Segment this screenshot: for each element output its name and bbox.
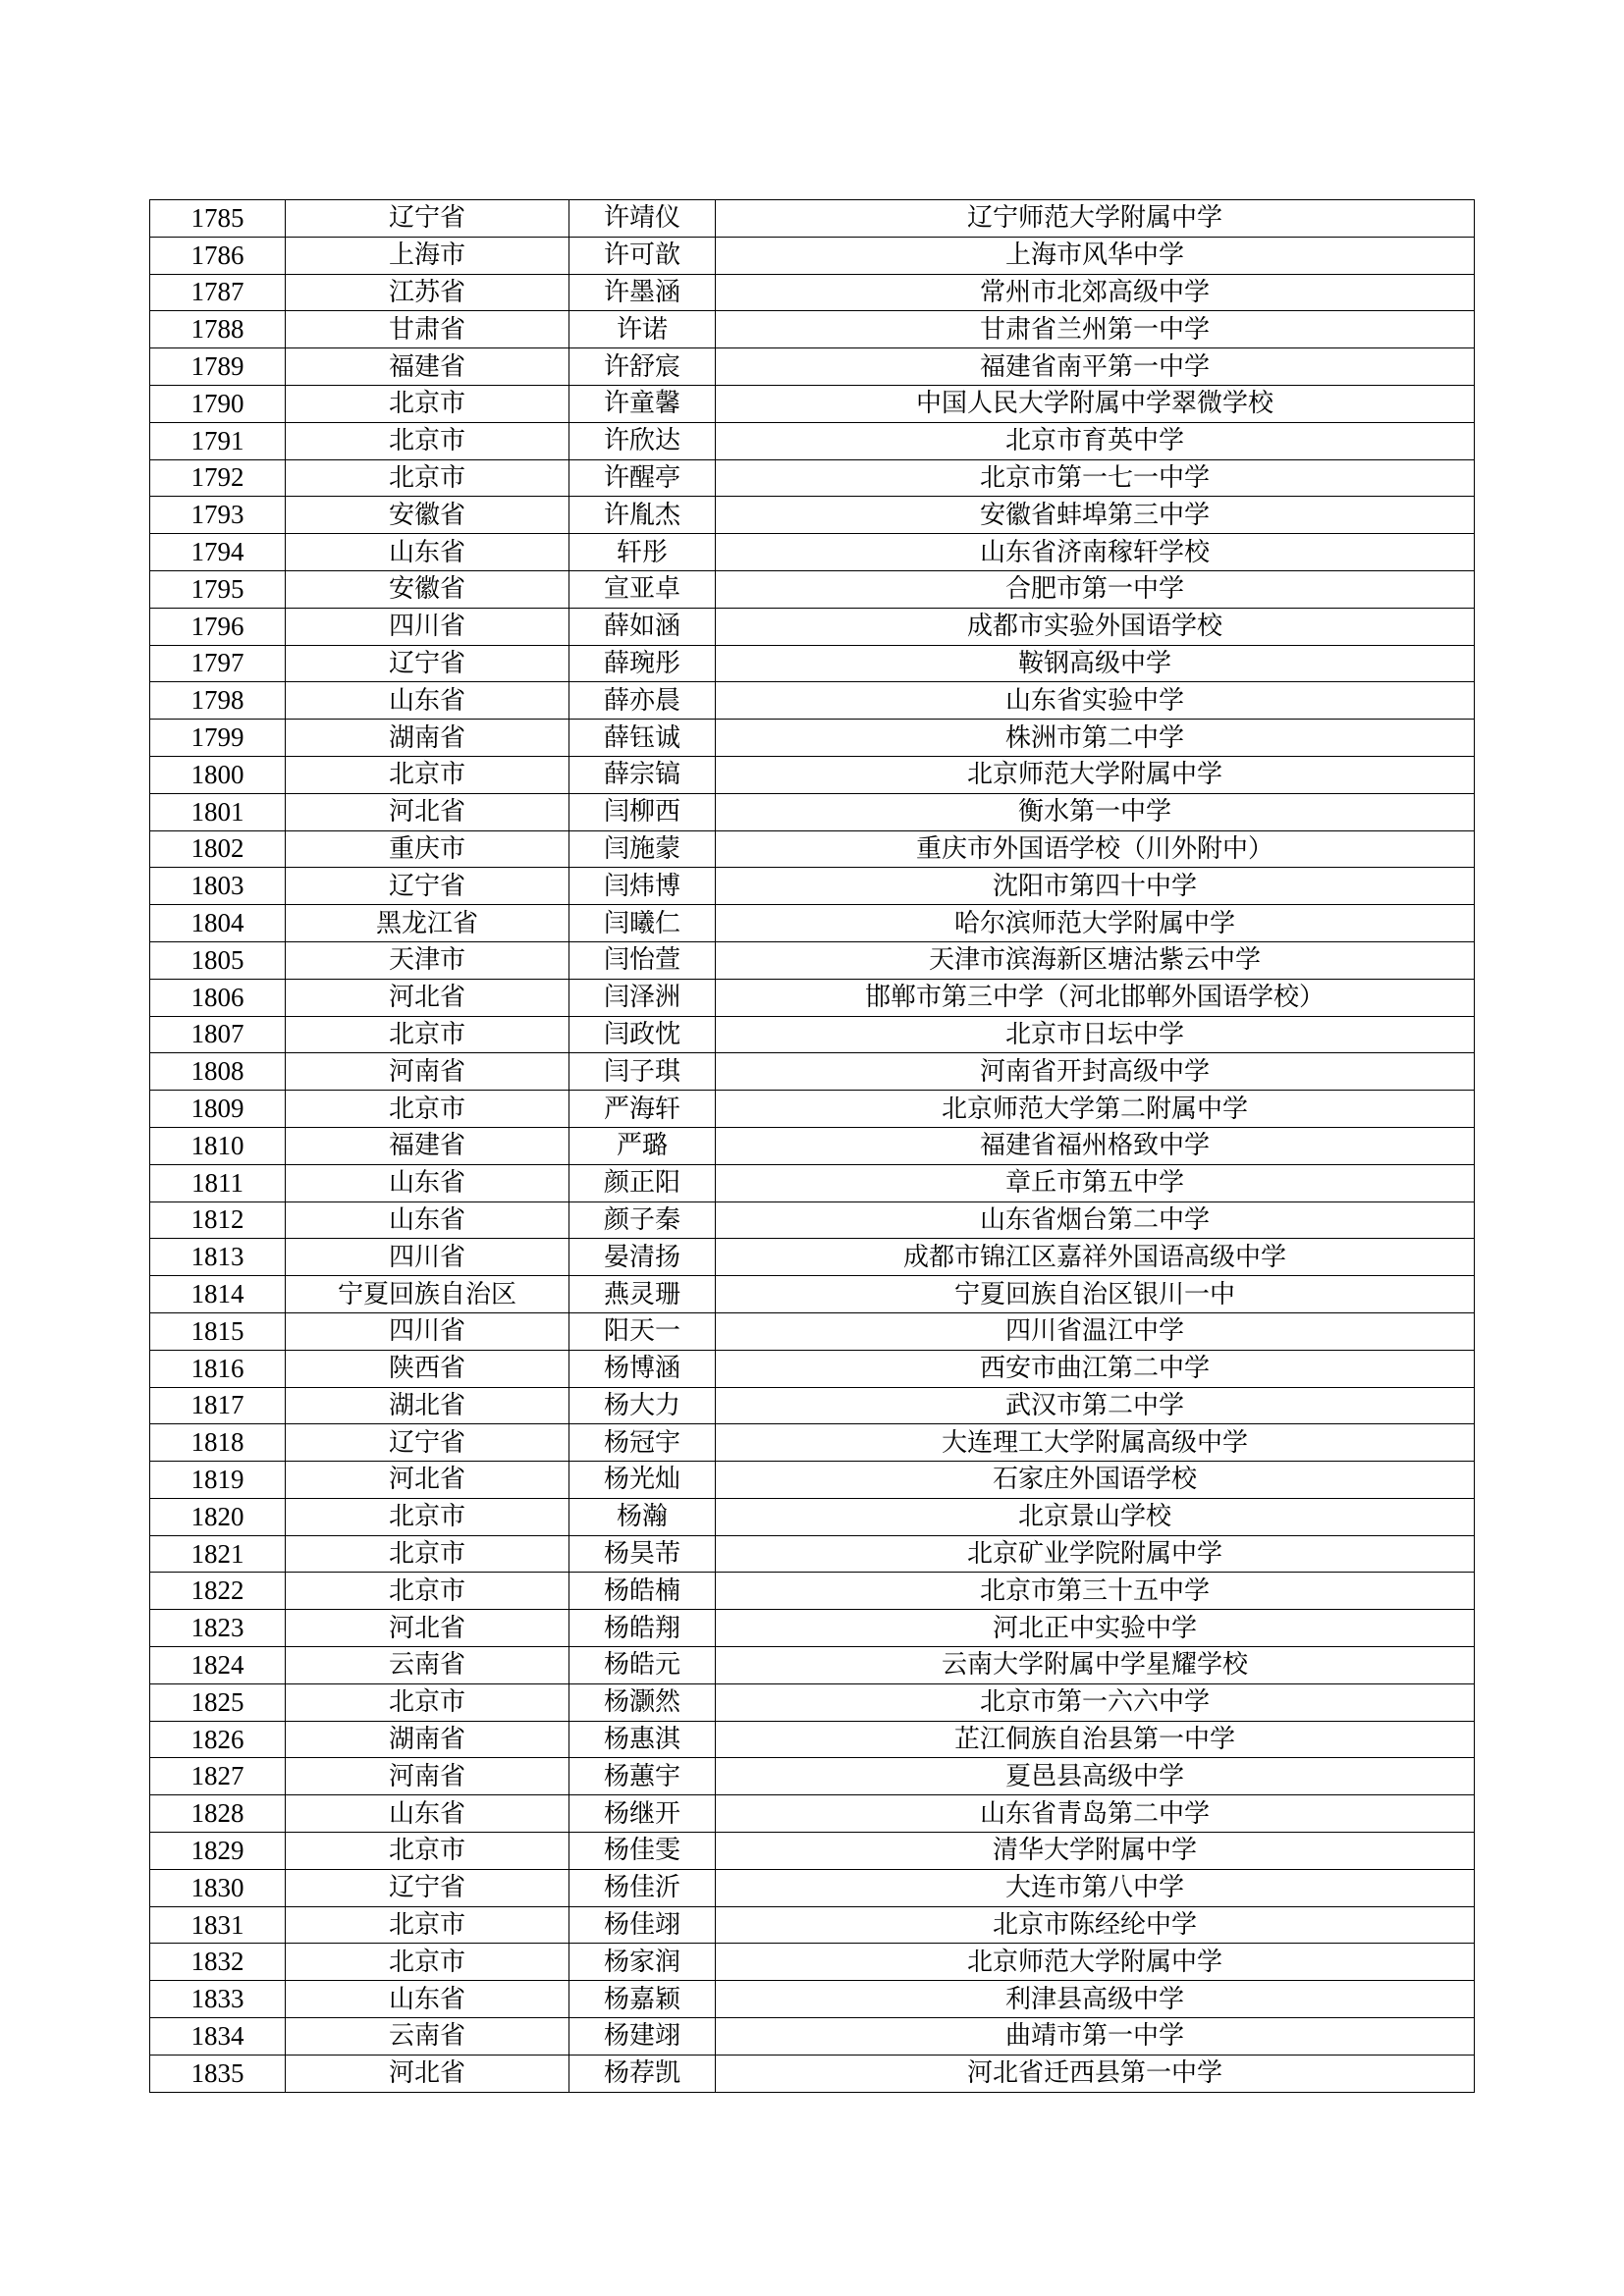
student-name-cell: 杨佳翊 — [569, 1906, 716, 1944]
school-name-cell: 北京市日坛中学 — [716, 1016, 1475, 1053]
province-cell: 安徽省 — [286, 570, 569, 608]
school-name-cell: 鞍钢高级中学 — [716, 645, 1475, 682]
province-cell: 河南省 — [286, 1053, 569, 1091]
student-name-cell: 杨惠淇 — [569, 1721, 716, 1758]
student-name-cell: 杨大力 — [569, 1387, 716, 1424]
school-name-cell: 石家庄外国语学校 — [716, 1462, 1475, 1499]
row-number: 1827 — [150, 1758, 286, 1795]
row-number: 1828 — [150, 1795, 286, 1833]
table-row — [150, 830, 1475, 868]
province-cell: 辽宁省 — [286, 200, 569, 238]
province-cell: 辽宁省 — [286, 645, 569, 682]
student-name-cell: 杨继开 — [569, 1795, 716, 1833]
row-number: 1802 — [150, 830, 286, 868]
table-row — [150, 1833, 1475, 1870]
row-number: 1815 — [150, 1312, 286, 1350]
student-name-cell: 晏清扬 — [569, 1239, 716, 1276]
student-name-cell: 闫炜博 — [569, 868, 716, 905]
roster-table — [149, 199, 1475, 2093]
student-name-cell: 闫柳西 — [569, 793, 716, 830]
school-name-cell: 山东省烟台第二中学 — [716, 1201, 1475, 1239]
school-name-cell: 北京市第三十五中学 — [716, 1573, 1475, 1610]
table-row — [150, 1683, 1475, 1721]
table-row — [150, 1721, 1475, 1758]
table-row — [150, 237, 1475, 274]
province-cell: 辽宁省 — [286, 1869, 569, 1906]
school-name-cell: 福建省福州格致中学 — [716, 1127, 1475, 1164]
province-cell: 山东省 — [286, 1201, 569, 1239]
row-number: 1789 — [150, 348, 286, 386]
student-name-cell: 杨皓楠 — [569, 1573, 716, 1610]
province-cell: 河北省 — [286, 1610, 569, 1647]
school-name-cell: 株洲市第二中学 — [716, 720, 1475, 757]
student-name-cell: 杨家润 — [569, 1944, 716, 1981]
school-name-cell: 北京市陈经纶中学 — [716, 1906, 1475, 1944]
province-cell: 北京市 — [286, 459, 569, 497]
row-number: 1788 — [150, 311, 286, 348]
table-row — [150, 756, 1475, 793]
school-name-cell: 衡水第一中学 — [716, 793, 1475, 830]
row-number: 1791 — [150, 422, 286, 459]
student-name-cell: 杨皓翔 — [569, 1610, 716, 1647]
table-row — [150, 2018, 1475, 2056]
table-row — [150, 905, 1475, 942]
province-cell: 黑龙江省 — [286, 905, 569, 942]
table-row — [150, 1498, 1475, 1535]
row-number: 1798 — [150, 682, 286, 720]
row-number: 1833 — [150, 1981, 286, 2018]
student-name-cell: 薛宗镐 — [569, 756, 716, 793]
row-number: 1808 — [150, 1053, 286, 1091]
row-number: 1787 — [150, 274, 286, 311]
province-cell: 北京市 — [286, 1906, 569, 1944]
province-cell: 山东省 — [286, 1164, 569, 1201]
row-number: 1810 — [150, 1127, 286, 1164]
table-row — [150, 459, 1475, 497]
table-row — [150, 1164, 1475, 1201]
table-row — [150, 979, 1475, 1016]
school-name-cell: 沈阳市第四十中学 — [716, 868, 1475, 905]
student-name-cell: 许醒亭 — [569, 459, 716, 497]
row-number: 1832 — [150, 1944, 286, 1981]
student-name-cell: 闫政忱 — [569, 1016, 716, 1053]
student-name-cell: 杨昊芾 — [569, 1535, 716, 1573]
school-name-cell: 夏邑县高级中学 — [716, 1758, 1475, 1795]
province-cell: 上海市 — [286, 237, 569, 274]
province-cell: 安徽省 — [286, 497, 569, 534]
row-number: 1819 — [150, 1462, 286, 1499]
school-name-cell: 北京师范大学第二附属中学 — [716, 1091, 1475, 1128]
student-name-cell: 许墨涵 — [569, 274, 716, 311]
student-name-cell: 许欣达 — [569, 422, 716, 459]
student-name-cell: 闫子琪 — [569, 1053, 716, 1091]
row-number: 1816 — [150, 1350, 286, 1387]
province-cell: 辽宁省 — [286, 868, 569, 905]
school-name-cell: 邯郸市第三中学（河北邯郸外国语学校） — [716, 979, 1475, 1016]
table-row — [150, 868, 1475, 905]
row-number: 1811 — [150, 1164, 286, 1201]
province-cell: 湖南省 — [286, 720, 569, 757]
student-name-cell: 杨皓元 — [569, 1647, 716, 1684]
row-number: 1834 — [150, 2018, 286, 2056]
student-name-cell: 严璐 — [569, 1127, 716, 1164]
row-number: 1813 — [150, 1239, 286, 1276]
school-name-cell: 大连市第八中学 — [716, 1869, 1475, 1906]
row-number: 1817 — [150, 1387, 286, 1424]
school-name-cell: 辽宁师范大学附属中学 — [716, 200, 1475, 238]
province-cell: 四川省 — [286, 1312, 569, 1350]
row-number: 1803 — [150, 868, 286, 905]
table-row — [150, 941, 1475, 979]
table-row — [150, 608, 1475, 645]
table-row — [150, 2055, 1475, 2092]
table-row — [150, 311, 1475, 348]
table-row — [150, 1053, 1475, 1091]
province-cell: 北京市 — [286, 1944, 569, 1981]
row-number: 1822 — [150, 1573, 286, 1610]
row-number: 1821 — [150, 1535, 286, 1573]
school-name-cell: 宁夏回族自治区银川一中 — [716, 1276, 1475, 1313]
row-number: 1796 — [150, 608, 286, 645]
school-name-cell: 山东省青岛第二中学 — [716, 1795, 1475, 1833]
school-name-cell: 成都市锦江区嘉祥外国语高级中学 — [716, 1239, 1475, 1276]
student-name-cell: 许诺 — [569, 311, 716, 348]
student-name-cell: 许靖仪 — [569, 200, 716, 238]
province-cell: 四川省 — [286, 1239, 569, 1276]
row-number: 1820 — [150, 1498, 286, 1535]
student-name-cell: 轩彤 — [569, 534, 716, 571]
table-row — [150, 1981, 1475, 2018]
table-row — [150, 1869, 1475, 1906]
school-name-cell: 河北省迁西县第一中学 — [716, 2055, 1475, 2092]
school-name-cell: 云南大学附属中学星耀学校 — [716, 1647, 1475, 1684]
school-name-cell: 上海市风华中学 — [716, 237, 1475, 274]
student-name-cell: 许胤杰 — [569, 497, 716, 534]
school-name-cell: 成都市实验外国语学校 — [716, 608, 1475, 645]
province-cell: 福建省 — [286, 1127, 569, 1164]
student-name-cell: 许童馨 — [569, 385, 716, 422]
province-cell: 北京市 — [286, 1833, 569, 1870]
school-name-cell: 四川省温江中学 — [716, 1312, 1475, 1350]
province-cell: 北京市 — [286, 1016, 569, 1053]
school-name-cell: 章丘市第五中学 — [716, 1164, 1475, 1201]
student-name-cell: 杨佳雯 — [569, 1833, 716, 1870]
table-row — [150, 570, 1475, 608]
student-name-cell: 宣亚卓 — [569, 570, 716, 608]
table-row — [150, 1091, 1475, 1128]
province-cell: 山东省 — [286, 1981, 569, 2018]
row-number: 1825 — [150, 1683, 286, 1721]
school-name-cell: 芷江侗族自治县第一中学 — [716, 1721, 1475, 1758]
school-name-cell: 甘肃省兰州第一中学 — [716, 311, 1475, 348]
province-cell: 云南省 — [286, 1647, 569, 1684]
row-number: 1786 — [150, 237, 286, 274]
table-row — [150, 720, 1475, 757]
school-name-cell: 北京市育英中学 — [716, 422, 1475, 459]
student-name-cell: 闫曦仁 — [569, 905, 716, 942]
school-name-cell: 曲靖市第一中学 — [716, 2018, 1475, 2056]
row-number: 1807 — [150, 1016, 286, 1053]
student-name-cell: 杨博涵 — [569, 1350, 716, 1387]
table-row — [150, 274, 1475, 311]
student-name-cell: 杨佳沂 — [569, 1869, 716, 1906]
province-cell: 山东省 — [286, 534, 569, 571]
row-number: 1831 — [150, 1906, 286, 1944]
table-row — [150, 1312, 1475, 1350]
province-cell: 北京市 — [286, 422, 569, 459]
row-number: 1824 — [150, 1647, 286, 1684]
row-number: 1785 — [150, 200, 286, 238]
row-number: 1823 — [150, 1610, 286, 1647]
school-name-cell: 北京景山学校 — [716, 1498, 1475, 1535]
table-row — [150, 200, 1475, 238]
school-name-cell: 山东省实验中学 — [716, 682, 1475, 720]
table-row — [150, 682, 1475, 720]
school-name-cell: 清华大学附属中学 — [716, 1833, 1475, 1870]
row-number: 1826 — [150, 1721, 286, 1758]
student-name-cell: 杨瀚 — [569, 1498, 716, 1535]
row-number: 1797 — [150, 645, 286, 682]
student-name-cell: 杨建翊 — [569, 2018, 716, 2056]
table-row — [150, 534, 1475, 571]
table-row — [150, 1239, 1475, 1276]
province-cell: 北京市 — [286, 1573, 569, 1610]
row-number: 1800 — [150, 756, 286, 793]
row-number: 1792 — [150, 459, 286, 497]
school-name-cell: 福建省南平第一中学 — [716, 348, 1475, 386]
table-row — [150, 385, 1475, 422]
province-cell: 山东省 — [286, 682, 569, 720]
table-row — [150, 1610, 1475, 1647]
table-row — [150, 1906, 1475, 1944]
province-cell: 甘肃省 — [286, 311, 569, 348]
province-cell: 湖北省 — [286, 1387, 569, 1424]
row-number: 1795 — [150, 570, 286, 608]
student-name-cell: 杨荐凯 — [569, 2055, 716, 2092]
province-cell: 河北省 — [286, 1462, 569, 1499]
province-cell: 北京市 — [286, 385, 569, 422]
table-row — [150, 793, 1475, 830]
table-row — [150, 1795, 1475, 1833]
row-number: 1793 — [150, 497, 286, 534]
row-number: 1812 — [150, 1201, 286, 1239]
school-name-cell: 大连理工大学附属高级中学 — [716, 1424, 1475, 1462]
school-name-cell: 北京师范大学附属中学 — [716, 1944, 1475, 1981]
table-row — [150, 1201, 1475, 1239]
province-cell: 辽宁省 — [286, 1424, 569, 1462]
student-name-cell: 杨灏然 — [569, 1683, 716, 1721]
province-cell: 河北省 — [286, 2055, 569, 2092]
province-cell: 河北省 — [286, 793, 569, 830]
table-row — [150, 1573, 1475, 1610]
row-number: 1809 — [150, 1091, 286, 1128]
roster-body — [150, 200, 1475, 2093]
row-number: 1818 — [150, 1424, 286, 1462]
province-cell: 北京市 — [286, 756, 569, 793]
school-name-cell: 重庆市外国语学校（川外附中） — [716, 830, 1475, 868]
school-name-cell: 常州市北郊高级中学 — [716, 274, 1475, 311]
school-name-cell: 北京师范大学附属中学 — [716, 756, 1475, 793]
table-row — [150, 1016, 1475, 1053]
student-name-cell: 薛亦晨 — [569, 682, 716, 720]
school-name-cell: 武汉市第二中学 — [716, 1387, 1475, 1424]
row-number: 1799 — [150, 720, 286, 757]
student-name-cell: 许舒宸 — [569, 348, 716, 386]
student-name-cell: 杨蕙宇 — [569, 1758, 716, 1795]
school-name-cell: 北京矿业学院附属中学 — [716, 1535, 1475, 1573]
province-cell: 云南省 — [286, 2018, 569, 2056]
province-cell: 陕西省 — [286, 1350, 569, 1387]
school-name-cell: 北京市第一七一中学 — [716, 459, 1475, 497]
table-row — [150, 497, 1475, 534]
row-number: 1794 — [150, 534, 286, 571]
table-row — [150, 1127, 1475, 1164]
row-number: 1814 — [150, 1276, 286, 1313]
school-name-cell: 中国人民大学附属中学翠微学校 — [716, 385, 1475, 422]
school-name-cell: 山东省济南稼轩学校 — [716, 534, 1475, 571]
row-number: 1830 — [150, 1869, 286, 1906]
student-name-cell: 颜子秦 — [569, 1201, 716, 1239]
student-name-cell: 薛钰诚 — [569, 720, 716, 757]
province-cell: 北京市 — [286, 1683, 569, 1721]
province-cell: 河北省 — [286, 979, 569, 1016]
row-number: 1804 — [150, 905, 286, 942]
province-cell: 北京市 — [286, 1091, 569, 1128]
student-name-cell: 许可歆 — [569, 237, 716, 274]
school-name-cell: 河北正中实验中学 — [716, 1610, 1475, 1647]
student-name-cell: 薛如涵 — [569, 608, 716, 645]
school-name-cell: 利津县高级中学 — [716, 1981, 1475, 2018]
school-name-cell: 哈尔滨师范大学附属中学 — [716, 905, 1475, 942]
row-number: 1829 — [150, 1833, 286, 1870]
table-row — [150, 1758, 1475, 1795]
student-name-cell: 闫怡萱 — [569, 941, 716, 979]
student-name-cell: 严海轩 — [569, 1091, 716, 1128]
school-name-cell: 北京市第一六六中学 — [716, 1683, 1475, 1721]
row-number: 1790 — [150, 385, 286, 422]
table-row — [150, 1276, 1475, 1313]
table-row — [150, 1350, 1475, 1387]
school-name-cell: 河南省开封高级中学 — [716, 1053, 1475, 1091]
table-row — [150, 645, 1475, 682]
province-cell: 山东省 — [286, 1795, 569, 1833]
table-row — [150, 1944, 1475, 1981]
student-name-cell: 燕灵珊 — [569, 1276, 716, 1313]
row-number: 1805 — [150, 941, 286, 979]
table-row — [150, 1387, 1475, 1424]
province-cell: 福建省 — [286, 348, 569, 386]
row-number: 1806 — [150, 979, 286, 1016]
table-row — [150, 1424, 1475, 1462]
table-row — [150, 1462, 1475, 1499]
school-name-cell: 天津市滨海新区塘沽紫云中学 — [716, 941, 1475, 979]
province-cell: 江苏省 — [286, 274, 569, 311]
student-name-cell: 闫施蒙 — [569, 830, 716, 868]
student-name-cell: 阳天一 — [569, 1312, 716, 1350]
student-name-cell: 杨光灿 — [569, 1462, 716, 1499]
province-cell: 宁夏回族自治区 — [286, 1276, 569, 1313]
student-name-cell: 薛琬彤 — [569, 645, 716, 682]
table-row — [150, 422, 1475, 459]
province-cell: 河南省 — [286, 1758, 569, 1795]
province-cell: 湖南省 — [286, 1721, 569, 1758]
row-number: 1835 — [150, 2055, 286, 2092]
table-row — [150, 1535, 1475, 1573]
province-cell: 北京市 — [286, 1535, 569, 1573]
student-name-cell: 闫泽洲 — [569, 979, 716, 1016]
table-row — [150, 348, 1475, 386]
row-number: 1801 — [150, 793, 286, 830]
province-cell: 四川省 — [286, 608, 569, 645]
student-name-cell: 颜正阳 — [569, 1164, 716, 1201]
province-cell: 天津市 — [286, 941, 569, 979]
province-cell: 北京市 — [286, 1498, 569, 1535]
student-name-cell: 杨嘉颖 — [569, 1981, 716, 2018]
student-name-cell: 杨冠宇 — [569, 1424, 716, 1462]
school-name-cell: 安徽省蚌埠第三中学 — [716, 497, 1475, 534]
school-name-cell: 合肥市第一中学 — [716, 570, 1475, 608]
table-row — [150, 1647, 1475, 1684]
school-name-cell: 西安市曲江第二中学 — [716, 1350, 1475, 1387]
province-cell: 重庆市 — [286, 830, 569, 868]
